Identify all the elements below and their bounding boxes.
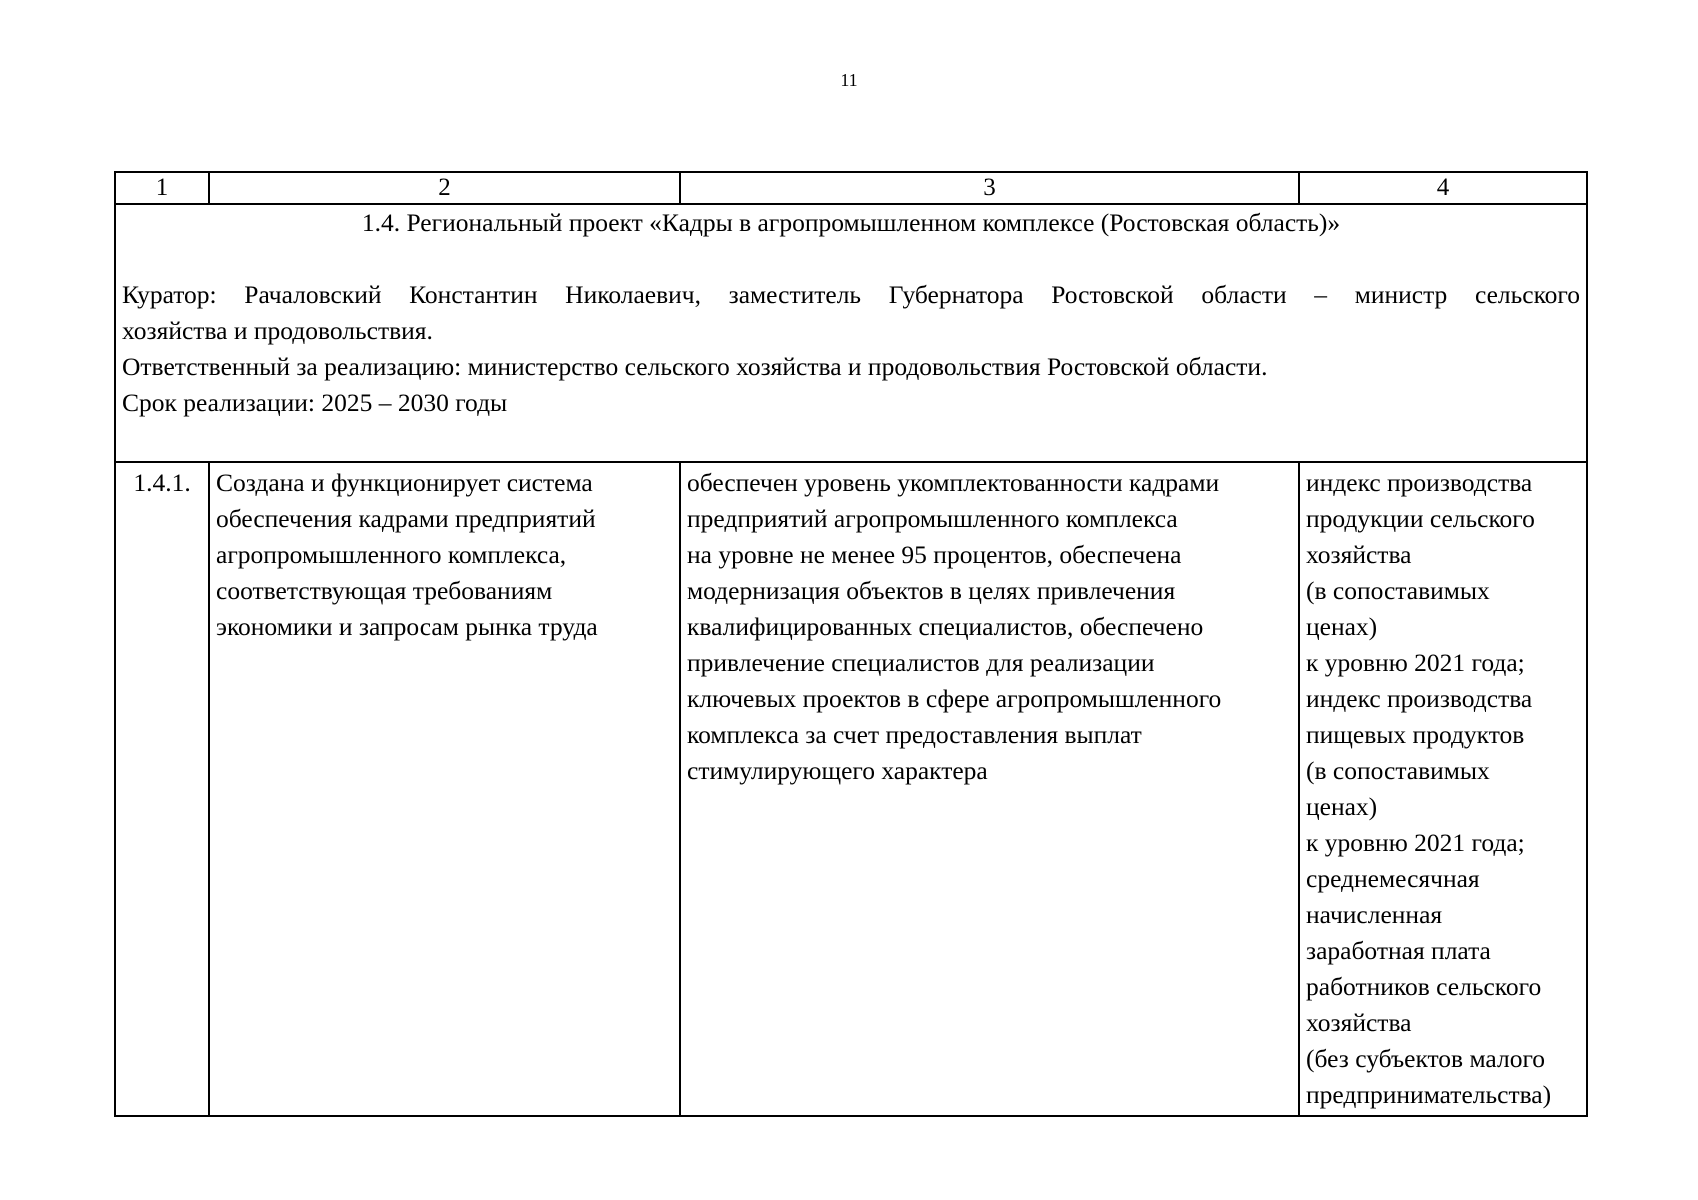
indicator-line: индекс производства [1306, 468, 1533, 497]
effects-cell [680, 462, 1299, 1116]
indicator-line: индекс производства [1306, 684, 1533, 713]
section-row [115, 204, 1587, 462]
task-cell [209, 462, 680, 1116]
indicator-line: (в сопоставимых [1306, 576, 1490, 605]
effects-line: на уровне не менее 95 процентов, обеспечена [687, 540, 1182, 569]
indicator-line: к уровню 2021 года; [1306, 648, 1525, 677]
indicator-line: (без субъектов малого [1306, 1044, 1546, 1073]
indicator-line: хозяйства [1306, 1008, 1412, 1037]
effects-line: комплекса за счет предоставления выплат [687, 720, 1142, 749]
page-number: 11 [840, 70, 858, 90]
period-line: Срок реализации: 2025 – 2030 годы [122, 388, 508, 417]
indicator-line: начисленная [1306, 900, 1443, 929]
column-number-3: 3 [680, 172, 1299, 204]
indicator-line: ценах) [1306, 792, 1378, 821]
indicator-line: работников сельского [1306, 972, 1542, 1001]
section-cell [115, 204, 1587, 462]
task-line: агропромышленного комплекса, [216, 540, 567, 569]
effects-line: предприятий агропромышленного комплекса [687, 504, 1178, 533]
section-spacer [122, 241, 1580, 277]
indicator-line: ценах) [1306, 612, 1378, 641]
task-line: обеспечения кадрами предприятий [216, 504, 596, 533]
effects-line: привлечение специалистов для реализации [687, 648, 1155, 677]
effects-line: обеспечен уровень укомплектованности кадрами [687, 468, 1220, 497]
section-title: 1.4. Региональный проект «Кадры в агропромышленном комплексе (Ростовская область)» [361, 208, 1341, 237]
indicator-line: продукции сельского [1306, 504, 1535, 533]
column-number-1: 1 [115, 172, 209, 204]
project-table [114, 171, 1588, 1117]
indicator-line: хозяйства [1306, 540, 1412, 569]
indicator-line: к уровню 2021 года; [1306, 828, 1525, 857]
effects-line: стимулирующего характера [687, 756, 988, 785]
column-number-2: 2 [209, 172, 680, 204]
indicator-line: среднемесячная [1306, 864, 1480, 893]
task-line: соответствующая требованиям [216, 576, 553, 605]
row-number: 1.4.1. [115, 462, 209, 1116]
column-number-row [115, 172, 1587, 204]
effects-line: ключевых проектов в сфере агропромышленного [687, 684, 1222, 713]
effects-line: квалифицированных специалистов, обеспечено [687, 612, 1204, 641]
curator-line-continued: хозяйства и продовольствия. [122, 316, 433, 345]
task-line: экономики и запросам рынка труда [216, 612, 598, 641]
effects-line: модернизация объектов в целях привлечения [687, 576, 1176, 605]
curator-line: Куратор: Рачаловский Константин Николаевич, заместитель Губернатора Ростовской области – министр сельского [122, 280, 1580, 309]
responsible-line: Ответственный за реализацию: министерство сельского хозяйства и продовольствия Ростовской области. [122, 352, 1268, 381]
table-row [115, 462, 1587, 1116]
task-line: Создана и функционирует система [216, 468, 593, 497]
column-number-4: 4 [1299, 172, 1587, 204]
indicators-cell [1299, 462, 1587, 1116]
indicator-line: предпринимательства) [1306, 1080, 1552, 1109]
indicator-line: заработная плата [1306, 936, 1491, 965]
indicator-line: (в сопоставимых [1306, 756, 1490, 785]
indicator-line: пищевых продуктов [1306, 720, 1525, 749]
